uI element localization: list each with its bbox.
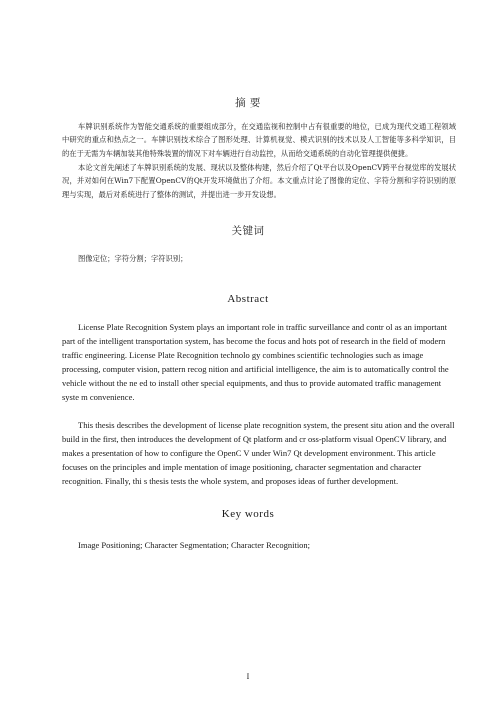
page-number: I — [246, 672, 250, 681]
abstract-cn-paragraph-1: 车牌识别系统作为智能交通系统的重要组成部分，在交通监视和控制中占有很重要的地位，已成为现代交通工程领域中研究的重点和热点之一。车牌识别技术综合了图形处理、计算机视觉、模式识别的技术以及人工智能等多科学知识，目的在于无需为车辆加装其他特殊装置的情况下对车辆进行自动监控，从而给交通系统的自动化管理提供便捷。 — [62, 122, 456, 158]
abstract-cn-title: 摘 要 — [235, 97, 261, 109]
abstract-cn-paragraph-2: 本论文首先阐述了车牌识别系统的发展、现状以及整体构建，然后介绍了Qt平台以及OpenCV跨平台视觉库的发展状况，并对如何在Win7下配置OpenCV的Qt开发环境做出了介绍。本文重点讨论了图像的定位、字符分割和字符识别的原理与实现，最后对系统进行了整体的测试，并提出进一步开发设想。 — [62, 163, 456, 199]
keywords-en-title: Key words — [221, 508, 275, 520]
keywords-cn-text: 图像定位；字符分割；字符识别； — [78, 254, 188, 263]
keywords-en-text: Image Positioning; Character Segmentation; Character Recognition; — [78, 540, 311, 550]
keywords-cn-title: 关键词 — [231, 225, 265, 237]
abstract-en-title: Abstract — [227, 293, 269, 305]
abstract-en-paragraph-2: This thesis describes the development of license plate recognition system, the present situ ation and the overall build in the first, then introduces the development of Qt platform and cr oss-platform visual OpenCV library, and makes a presentation of how to configure the OpenC V under Win7 Qt development environment. This article focuses on the principles and imple mentation of image positioning, character segmentation and character recognition. Finally, thi s thesis tests the whole system, and proposes ideas of further development. — [62, 420, 455, 486]
abstract-en-paragraph-1: License Plate Recognition System plays an important role in traffic surveillance and contr ol as an important part of the intelligent transportation system, has become the focus and hots pot of research in the field of modern traffic engineering. License Plate Recognition technolo gy combines scientific technologies such as image processing, computer vision, pattern recog nition and artificial intelligence, the aim is to automatically control the vehicle without the ne ed to install other special equipments, and thus to provide automated traffic management syste m convenience. — [62, 322, 449, 402]
